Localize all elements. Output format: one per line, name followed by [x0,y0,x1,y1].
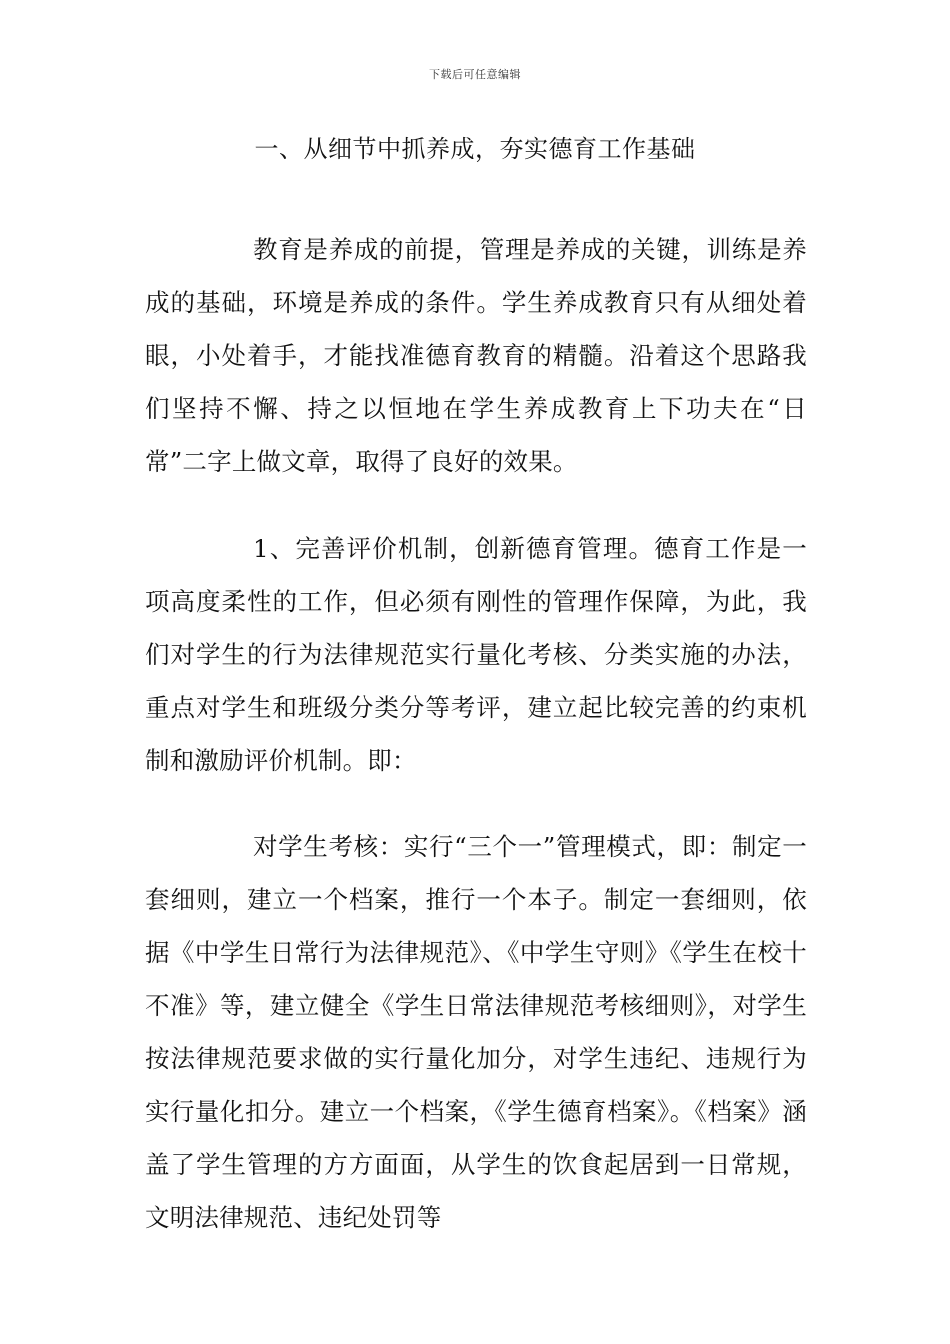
paragraph-evaluation-mechanism: 1、完善评价机制，创新德育管理。德育工作是一项高度柔性的工作，但必须有刚性的管理作保障，为此，我们对学生的行为法律规范实行量化考核、分类实施的办法，重点对学生和班级分类分等考评，建立起比较完善的约束机制和激励评价机制。即： [145,534,807,775]
section-title: 一、从细节中抓养成，夯实德育工作基础 [254,135,696,163]
header-note: 下载后可任意编辑 [429,68,521,81]
paragraph-upbringing-intro: 教育是养成的前提，管理是养成的关键，训练是养成的基础，环境是养成的条件。学生养成教育只有从细处着眼，小处着手，才能找准德育教育的精髓。沿着这个思路我们坚持不懈、持之以恒地在学生养成教育上下功夫在“日常”二字上做文章，取得了良好的效果。 [145,235,807,476]
paragraph-student-assessment: 对学生考核：实行“三个一”管理模式，即：制定一套细则，建立一个档案，推行一个本子。制定一套细则，依据《中学生日常行为法律规范》、《中学生守则》《学生在校十不准》等，建立健全《学生日常法律规范考核细则》，对学生按法律规范要求做的实行量化加分，对学生违纪、违规行为实行量化扣分。建立一个档案，《学生德育档案》。《档案》涵盖了学生管理的方方面面，从学生的饮食起居到一日常规，文明法律规范、违纪处罚等 [145,832,807,1232]
